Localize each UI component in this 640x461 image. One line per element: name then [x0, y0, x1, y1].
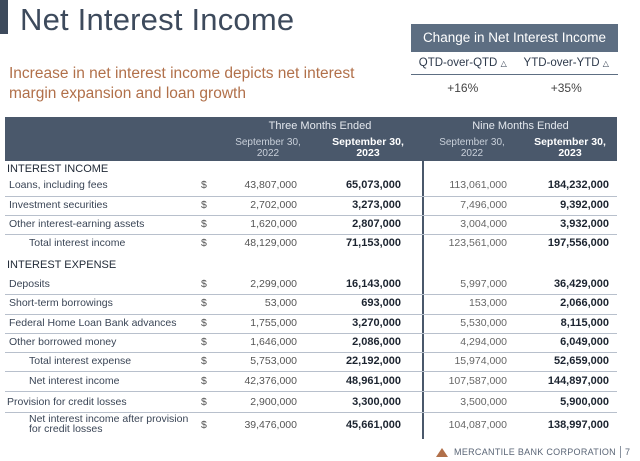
triangle-icon: △ [500, 59, 507, 68]
table-row: Deposits $ 2,299,000 16,143,000 5,997,000 36,429,000 [9, 278, 609, 290]
row-divider [5, 391, 617, 392]
ytd-column-label: YTD-over-YTD △ [523, 57, 609, 69]
nine-months-group-label: Nine Months Ended [472, 120, 569, 132]
footer-divider [620, 446, 621, 458]
company-name: MERCANTILE BANK CORPORATION [454, 447, 616, 457]
page-number: 7 [624, 447, 630, 457]
footer [436, 444, 630, 460]
table-row: Other interest-earning assets $ 1,620,000 2,807,000 3,004,000 3,932,000 [9, 218, 609, 230]
table-row-total: Net interest income $ 42,376,000 48,961,000 107,587,000 144,897,000 [29, 375, 609, 387]
col-header-q-2022: September 30, 2022 [235, 137, 301, 159]
mercantile-logo-icon [436, 448, 448, 457]
table-row: Other borrowed money $ 1,646,000 2,086,000 4,294,000 6,049,000 [9, 336, 609, 348]
change-box-columns [411, 52, 618, 75]
col-header-ytd-2023: September 30, 2023 [534, 136, 606, 159]
income-table [5, 117, 617, 439]
table-row: Federal Home Loan Bank advances $ 1,755,000 3,270,000 5,530,000 8,115,000 [9, 317, 609, 329]
page-title: Net Interest Income [20, 2, 295, 37]
change-summary-box [411, 24, 618, 95]
table-row: Provision for credit losses $ 2,900,000 3,300,000 3,500,000 5,900,000 [7, 396, 609, 408]
table-row-total: Net interest income after provision for credit losses $ 39,476,000 45,661,000 104,087,000 138,997,000 [29, 413, 609, 435]
section-header-income: INTEREST INCOME [7, 163, 109, 175]
subtitle: Increase in net interest income depicts net interest margin expansion and loan growth [9, 65, 355, 102]
section-header-expense: INTEREST EXPENSE [7, 259, 117, 271]
table-header [5, 117, 617, 161]
col-header-ytd-2022: September 30, 2022 [439, 137, 505, 159]
three-months-group-label: Three Months Ended [268, 120, 372, 132]
table-row: Loans, including fees $ 43,807,000 65,073,000 113,061,000 184,232,000 [9, 179, 609, 191]
side-tab-marker [0, 0, 8, 34]
table-row-total: Total interest expense $ 5,753,000 22,192,000 15,974,000 52,659,000 [29, 355, 609, 367]
col-header-q-2023: September 30, 2023 [332, 136, 404, 159]
table-row: Short-term borrowings $ 53,000 693,000 153,000 2,066,000 [9, 297, 609, 309]
qtd-change-value: +16% [447, 81, 479, 95]
ytd-change-value: +35% [550, 81, 582, 95]
qtd-column-label: QTD-over-QTD △ [418, 57, 507, 69]
table-row-total: Total interest income $ 48,129,000 71,153,000 123,561,000 197,556,000 [29, 237, 609, 249]
table-row: Investment securities $ 2,702,000 3,273,000 7,496,000 9,392,000 [9, 199, 609, 211]
change-box-header: Change in Net Interest Income [411, 24, 618, 52]
change-box-values [411, 81, 618, 95]
triangle-icon: △ [602, 59, 609, 68]
